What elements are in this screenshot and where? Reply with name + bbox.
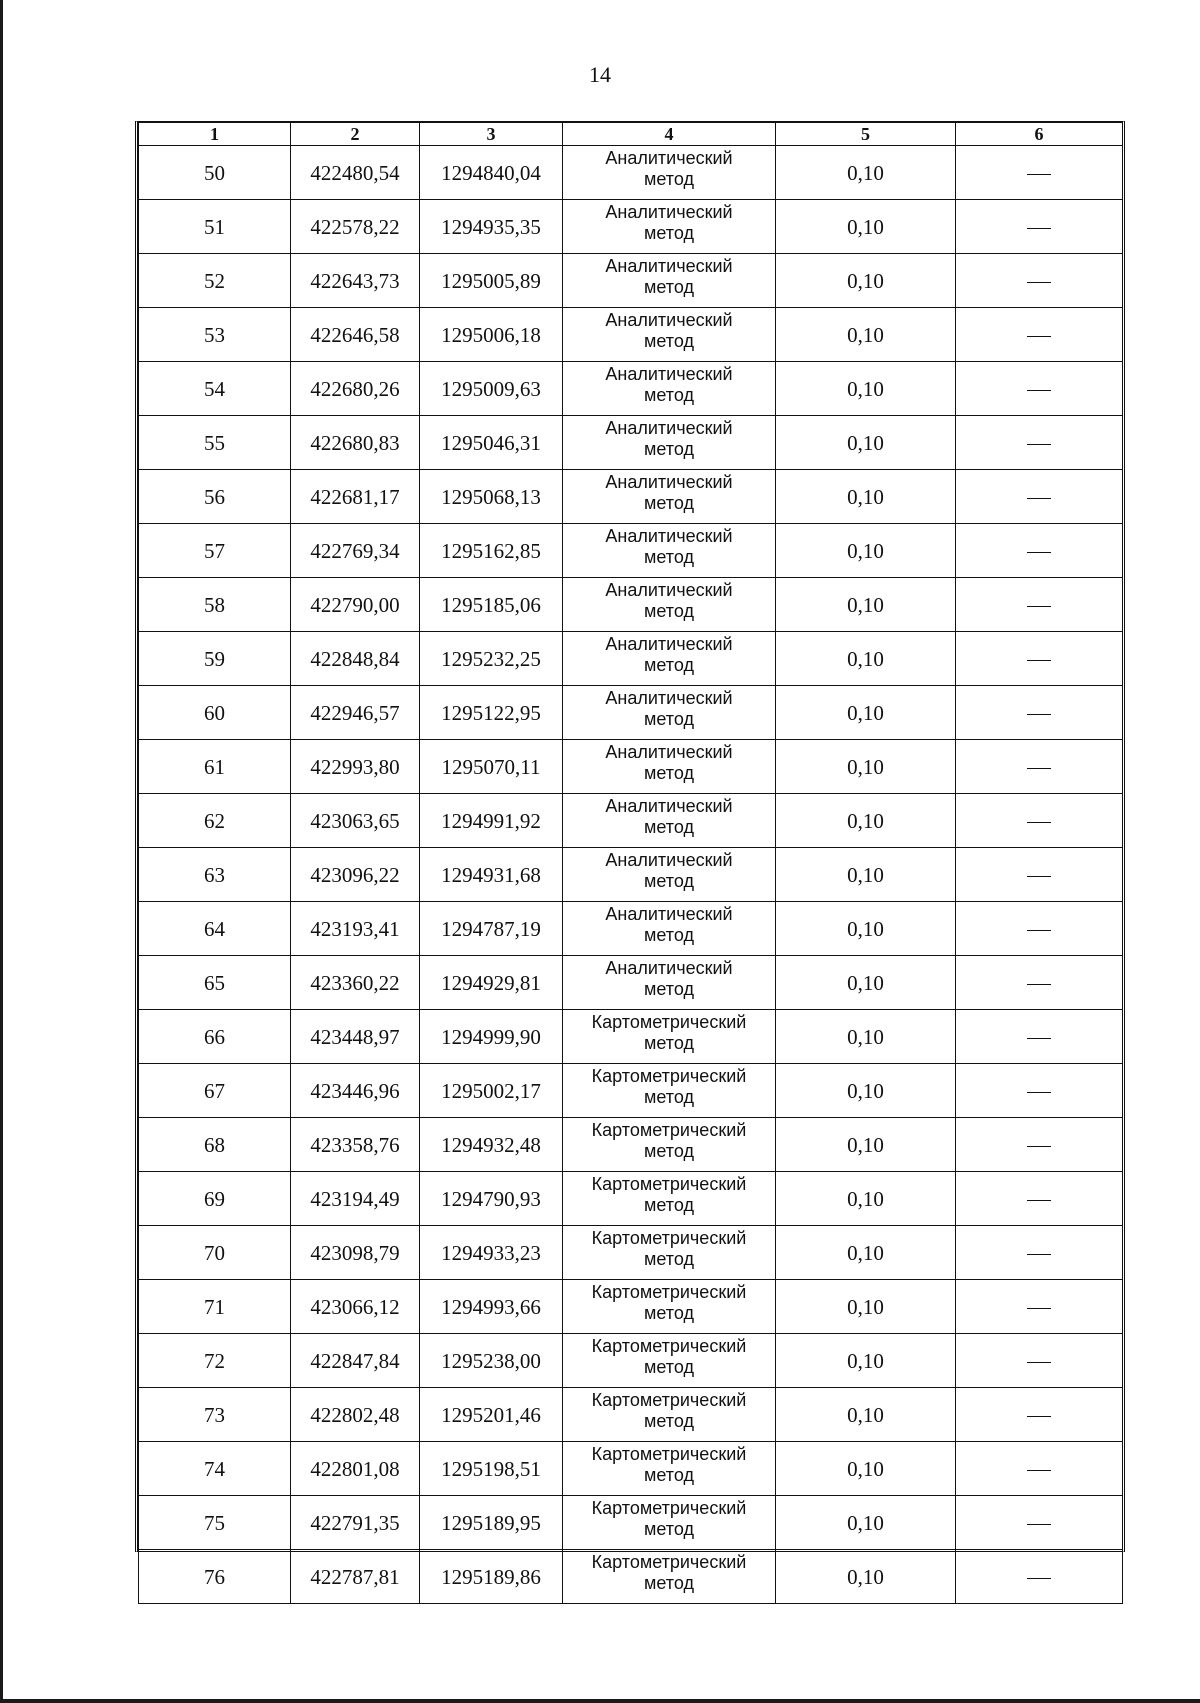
x-coordinate-cell: 423360,22 — [291, 956, 420, 1010]
accuracy-cell: 0,10 — [776, 308, 956, 362]
method-word: метод — [644, 1033, 694, 1053]
accuracy-cell: 0,10 — [776, 1334, 956, 1388]
y-coordinate-cell: 1294840,04 — [420, 146, 563, 200]
x-coordinate-cell: 422680,26 — [291, 362, 420, 416]
method-word: метод — [644, 871, 694, 891]
dash-mark — [1027, 714, 1051, 715]
table-row — [139, 1334, 1123, 1388]
table-row — [139, 848, 1123, 902]
y-coordinate-cell: 1294993,66 — [420, 1280, 563, 1334]
note-cell — [956, 578, 1123, 632]
method-word: метод — [644, 385, 694, 405]
accuracy-cell: 0,10 — [776, 1388, 956, 1442]
dash-mark — [1027, 1416, 1051, 1417]
accuracy-cell: 0,10 — [776, 200, 956, 254]
point-number-cell: 57 — [139, 524, 291, 578]
method-word: метод — [644, 655, 694, 675]
point-number-cell: 52 — [139, 254, 291, 308]
method-word: метод — [644, 817, 694, 837]
y-coordinate-cell: 1294935,35 — [420, 200, 563, 254]
method-name: Картометрический — [591, 1282, 747, 1302]
method-cell — [563, 200, 776, 254]
table-row — [139, 200, 1123, 254]
accuracy-cell: 0,10 — [776, 578, 956, 632]
accuracy-cell: 0,10 — [776, 902, 956, 956]
y-coordinate-cell: 1295002,17 — [420, 1064, 563, 1118]
y-coordinate-cell: 1294787,19 — [420, 902, 563, 956]
method-cell — [563, 146, 776, 200]
method-name: Картометрический — [591, 1444, 747, 1464]
method-word: метод — [644, 1519, 694, 1539]
method-cell — [563, 1010, 776, 1064]
point-number-cell: 68 — [139, 1118, 291, 1172]
coordinates-table — [138, 122, 1123, 1604]
point-number-cell: 61 — [139, 740, 291, 794]
dash-mark — [1027, 606, 1051, 607]
y-coordinate-cell: 1295189,95 — [420, 1496, 563, 1550]
x-coordinate-cell: 423096,22 — [291, 848, 420, 902]
coordinates-table-frame — [135, 121, 1125, 1593]
point-number-cell: 69 — [139, 1172, 291, 1226]
dash-mark — [1027, 1524, 1051, 1525]
accuracy-cell: 0,10 — [776, 740, 956, 794]
dash-mark — [1027, 390, 1051, 391]
table-row — [139, 308, 1123, 362]
dash-mark — [1027, 1038, 1051, 1039]
x-coordinate-cell: 422680,83 — [291, 416, 420, 470]
table-row — [139, 902, 1123, 956]
table-body — [139, 146, 1123, 1604]
method-name: Аналитический — [605, 526, 733, 546]
method-cell — [563, 1118, 776, 1172]
point-number-cell: 59 — [139, 632, 291, 686]
header-row — [139, 123, 1123, 146]
note-cell — [956, 632, 1123, 686]
method-name: Аналитический — [605, 850, 733, 870]
accuracy-cell: 0,10 — [776, 1550, 956, 1604]
header-cell-6: 6 — [956, 123, 1123, 146]
x-coordinate-cell: 423063,65 — [291, 794, 420, 848]
header-cell-2: 2 — [291, 123, 420, 146]
point-number-cell: 76 — [139, 1550, 291, 1604]
y-coordinate-cell: 1295198,51 — [420, 1442, 563, 1496]
x-coordinate-cell: 423193,41 — [291, 902, 420, 956]
method-name: Аналитический — [605, 418, 733, 438]
x-coordinate-cell: 423448,97 — [291, 1010, 420, 1064]
x-coordinate-cell: 423446,96 — [291, 1064, 420, 1118]
method-cell — [563, 1388, 776, 1442]
method-word: метод — [644, 547, 694, 567]
note-cell — [956, 1334, 1123, 1388]
accuracy-cell: 0,10 — [776, 362, 956, 416]
note-cell — [956, 848, 1123, 902]
note-cell — [956, 1388, 1123, 1442]
dash-mark — [1027, 1146, 1051, 1147]
y-coordinate-cell: 1295005,89 — [420, 254, 563, 308]
method-cell — [563, 470, 776, 524]
y-coordinate-cell: 1295201,46 — [420, 1388, 563, 1442]
note-cell — [956, 200, 1123, 254]
dash-mark — [1027, 660, 1051, 661]
method-word: метод — [644, 1195, 694, 1215]
dash-mark — [1027, 984, 1051, 985]
note-cell — [956, 1010, 1123, 1064]
method-cell — [563, 416, 776, 470]
table-row — [139, 1496, 1123, 1550]
point-number-cell: 51 — [139, 200, 291, 254]
method-word: метод — [644, 169, 694, 189]
accuracy-cell: 0,10 — [776, 524, 956, 578]
x-coordinate-cell: 422848,84 — [291, 632, 420, 686]
method-cell — [563, 686, 776, 740]
method-cell — [563, 848, 776, 902]
header-cell-3: 3 — [420, 123, 563, 146]
note-cell — [956, 740, 1123, 794]
method-name: Картометрический — [591, 1120, 747, 1140]
y-coordinate-cell: 1295232,25 — [420, 632, 563, 686]
note-cell — [956, 146, 1123, 200]
table-row — [139, 254, 1123, 308]
method-cell — [563, 1172, 776, 1226]
method-cell — [563, 902, 776, 956]
x-coordinate-cell: 423098,79 — [291, 1226, 420, 1280]
table-row — [139, 632, 1123, 686]
dash-mark — [1027, 1578, 1051, 1579]
dash-mark — [1027, 1308, 1051, 1309]
point-number-cell: 70 — [139, 1226, 291, 1280]
x-coordinate-cell: 422681,17 — [291, 470, 420, 524]
dash-mark — [1027, 228, 1051, 229]
method-name: Картометрический — [591, 1390, 747, 1410]
method-word: метод — [644, 493, 694, 513]
point-number-cell: 60 — [139, 686, 291, 740]
method-name: Картометрический — [591, 1228, 747, 1248]
method-cell — [563, 1334, 776, 1388]
note-cell — [956, 254, 1123, 308]
method-cell — [563, 1064, 776, 1118]
table-row — [139, 1118, 1123, 1172]
note-cell — [956, 902, 1123, 956]
method-cell — [563, 362, 776, 416]
dash-mark — [1027, 1092, 1051, 1093]
method-word: метод — [644, 1087, 694, 1107]
point-number-cell: 75 — [139, 1496, 291, 1550]
x-coordinate-cell: 422801,08 — [291, 1442, 420, 1496]
method-word: метод — [644, 925, 694, 945]
y-coordinate-cell: 1294931,68 — [420, 848, 563, 902]
point-number-cell: 58 — [139, 578, 291, 632]
point-number-cell: 62 — [139, 794, 291, 848]
note-cell — [956, 416, 1123, 470]
y-coordinate-cell: 1294933,23 — [420, 1226, 563, 1280]
table-row — [139, 416, 1123, 470]
method-cell — [563, 956, 776, 1010]
method-cell — [563, 632, 776, 686]
method-word: метод — [644, 1465, 694, 1485]
method-word: метод — [644, 1303, 694, 1323]
accuracy-cell: 0,10 — [776, 632, 956, 686]
y-coordinate-cell: 1294991,92 — [420, 794, 563, 848]
note-cell — [956, 1550, 1123, 1604]
x-coordinate-cell: 422480,54 — [291, 146, 420, 200]
method-cell — [563, 578, 776, 632]
method-name: Картометрический — [591, 1552, 747, 1572]
method-word: метод — [644, 1141, 694, 1161]
dash-mark — [1027, 336, 1051, 337]
method-word: метод — [644, 1249, 694, 1269]
note-cell — [956, 956, 1123, 1010]
method-cell — [563, 308, 776, 362]
table-row — [139, 578, 1123, 632]
dash-mark — [1027, 282, 1051, 283]
point-number-cell: 50 — [139, 146, 291, 200]
y-coordinate-cell: 1295189,86 — [420, 1550, 563, 1604]
note-cell — [956, 1226, 1123, 1280]
point-number-cell: 72 — [139, 1334, 291, 1388]
method-word: метод — [644, 1573, 694, 1593]
method-name: Аналитический — [605, 796, 733, 816]
method-cell — [563, 740, 776, 794]
method-name: Аналитический — [605, 958, 733, 978]
method-word: метод — [644, 1411, 694, 1431]
table-row — [139, 686, 1123, 740]
method-cell — [563, 1550, 776, 1604]
dash-mark — [1027, 822, 1051, 823]
accuracy-cell: 0,10 — [776, 794, 956, 848]
table-row — [139, 794, 1123, 848]
method-cell — [563, 794, 776, 848]
y-coordinate-cell: 1295046,31 — [420, 416, 563, 470]
accuracy-cell: 0,10 — [776, 1280, 956, 1334]
dash-mark — [1027, 552, 1051, 553]
x-coordinate-cell: 422993,80 — [291, 740, 420, 794]
dash-mark — [1027, 768, 1051, 769]
x-coordinate-cell: 422790,00 — [291, 578, 420, 632]
header-cell-1: 1 — [139, 123, 291, 146]
method-cell — [563, 1226, 776, 1280]
method-name: Картометрический — [591, 1336, 747, 1356]
y-coordinate-cell: 1295238,00 — [420, 1334, 563, 1388]
accuracy-cell: 0,10 — [776, 1064, 956, 1118]
x-coordinate-cell: 423066,12 — [291, 1280, 420, 1334]
table-row — [139, 362, 1123, 416]
x-coordinate-cell: 422791,35 — [291, 1496, 420, 1550]
accuracy-cell: 0,10 — [776, 254, 956, 308]
point-number-cell: 56 — [139, 470, 291, 524]
y-coordinate-cell: 1294932,48 — [420, 1118, 563, 1172]
method-word: метод — [644, 223, 694, 243]
y-coordinate-cell: 1295185,06 — [420, 578, 563, 632]
y-coordinate-cell: 1294790,93 — [420, 1172, 563, 1226]
x-coordinate-cell: 422787,81 — [291, 1550, 420, 1604]
x-coordinate-cell: 422643,73 — [291, 254, 420, 308]
table-row — [139, 524, 1123, 578]
y-coordinate-cell: 1294999,90 — [420, 1010, 563, 1064]
note-cell — [956, 1064, 1123, 1118]
method-name: Аналитический — [605, 634, 733, 654]
x-coordinate-cell: 422646,58 — [291, 308, 420, 362]
table-row — [139, 1550, 1123, 1604]
method-name: Аналитический — [605, 904, 733, 924]
method-name: Аналитический — [605, 202, 733, 222]
method-name: Картометрический — [591, 1174, 747, 1194]
x-coordinate-cell: 422847,84 — [291, 1334, 420, 1388]
method-name: Аналитический — [605, 580, 733, 600]
dash-mark — [1027, 174, 1051, 175]
method-cell — [563, 1496, 776, 1550]
accuracy-cell: 0,10 — [776, 416, 956, 470]
dash-mark — [1027, 1362, 1051, 1363]
y-coordinate-cell: 1295122,95 — [420, 686, 563, 740]
accuracy-cell: 0,10 — [776, 1010, 956, 1064]
note-cell — [956, 1118, 1123, 1172]
point-number-cell: 63 — [139, 848, 291, 902]
dash-mark — [1027, 876, 1051, 877]
y-coordinate-cell: 1295162,85 — [420, 524, 563, 578]
point-number-cell: 54 — [139, 362, 291, 416]
table-row — [139, 1064, 1123, 1118]
note-cell — [956, 362, 1123, 416]
accuracy-cell: 0,10 — [776, 1496, 956, 1550]
accuracy-cell: 0,10 — [776, 1118, 956, 1172]
point-number-cell: 65 — [139, 956, 291, 1010]
page-number: 14 — [589, 62, 611, 87]
accuracy-cell: 0,10 — [776, 1226, 956, 1280]
note-cell — [956, 794, 1123, 848]
note-cell — [956, 1442, 1123, 1496]
dash-mark — [1027, 1470, 1051, 1471]
note-cell — [956, 686, 1123, 740]
method-name: Аналитический — [605, 688, 733, 708]
method-name: Аналитический — [605, 472, 733, 492]
note-cell — [956, 470, 1123, 524]
table-row — [139, 1280, 1123, 1334]
accuracy-cell: 0,10 — [776, 1172, 956, 1226]
method-cell — [563, 1442, 776, 1496]
table-row — [139, 956, 1123, 1010]
method-name: Аналитический — [605, 310, 733, 330]
method-word: метод — [644, 601, 694, 621]
header-cell-4: 4 — [563, 123, 776, 146]
dash-mark — [1027, 444, 1051, 445]
dash-mark — [1027, 1200, 1051, 1201]
method-name: Аналитический — [605, 742, 733, 762]
point-number-cell: 73 — [139, 1388, 291, 1442]
method-word: метод — [644, 763, 694, 783]
y-coordinate-cell: 1295009,63 — [420, 362, 563, 416]
x-coordinate-cell: 423358,76 — [291, 1118, 420, 1172]
method-word: метод — [644, 979, 694, 999]
header-cell-5: 5 — [776, 123, 956, 146]
method-word: метод — [644, 277, 694, 297]
point-number-cell: 71 — [139, 1280, 291, 1334]
method-word: метод — [644, 1357, 694, 1377]
point-number-cell: 66 — [139, 1010, 291, 1064]
note-cell — [956, 1172, 1123, 1226]
x-coordinate-cell: 422578,22 — [291, 200, 420, 254]
note-cell — [956, 1496, 1123, 1550]
method-word: метод — [644, 439, 694, 459]
table-row — [139, 1172, 1123, 1226]
y-coordinate-cell: 1294929,81 — [420, 956, 563, 1010]
y-coordinate-cell: 1295070,11 — [420, 740, 563, 794]
table-row — [139, 1388, 1123, 1442]
accuracy-cell: 0,10 — [776, 1442, 956, 1496]
method-name: Аналитический — [605, 256, 733, 276]
accuracy-cell: 0,10 — [776, 686, 956, 740]
scan-edge-bottom — [0, 1699, 1200, 1703]
point-number-cell: 53 — [139, 308, 291, 362]
point-number-cell: 64 — [139, 902, 291, 956]
method-cell — [563, 1280, 776, 1334]
x-coordinate-cell: 422802,48 — [291, 1388, 420, 1442]
method-name: Картометрический — [591, 1012, 747, 1032]
note-cell — [956, 308, 1123, 362]
dash-mark — [1027, 930, 1051, 931]
x-coordinate-cell: 422946,57 — [291, 686, 420, 740]
method-name: Аналитический — [605, 364, 733, 384]
accuracy-cell: 0,10 — [776, 146, 956, 200]
method-word: метод — [644, 709, 694, 729]
table-row — [139, 1226, 1123, 1280]
accuracy-cell: 0,10 — [776, 470, 956, 524]
method-word: метод — [644, 331, 694, 351]
method-name: Картометрический — [591, 1498, 747, 1518]
method-cell — [563, 524, 776, 578]
table-row — [139, 146, 1123, 200]
y-coordinate-cell: 1295068,13 — [420, 470, 563, 524]
dash-mark — [1027, 1254, 1051, 1255]
scan-edge-left — [0, 0, 3, 1703]
method-cell — [563, 254, 776, 308]
table-row — [139, 740, 1123, 794]
point-number-cell: 67 — [139, 1064, 291, 1118]
note-cell — [956, 1280, 1123, 1334]
table-row — [139, 1010, 1123, 1064]
accuracy-cell: 0,10 — [776, 956, 956, 1010]
point-number-cell: 55 — [139, 416, 291, 470]
accuracy-cell: 0,10 — [776, 848, 956, 902]
point-number-cell: 74 — [139, 1442, 291, 1496]
x-coordinate-cell: 423194,49 — [291, 1172, 420, 1226]
dash-mark — [1027, 498, 1051, 499]
y-coordinate-cell: 1295006,18 — [420, 308, 563, 362]
table-row — [139, 1442, 1123, 1496]
method-name: Картометрический — [591, 1066, 747, 1086]
method-name: Аналитический — [605, 148, 733, 168]
table-row — [139, 470, 1123, 524]
note-cell — [956, 524, 1123, 578]
x-coordinate-cell: 422769,34 — [291, 524, 420, 578]
